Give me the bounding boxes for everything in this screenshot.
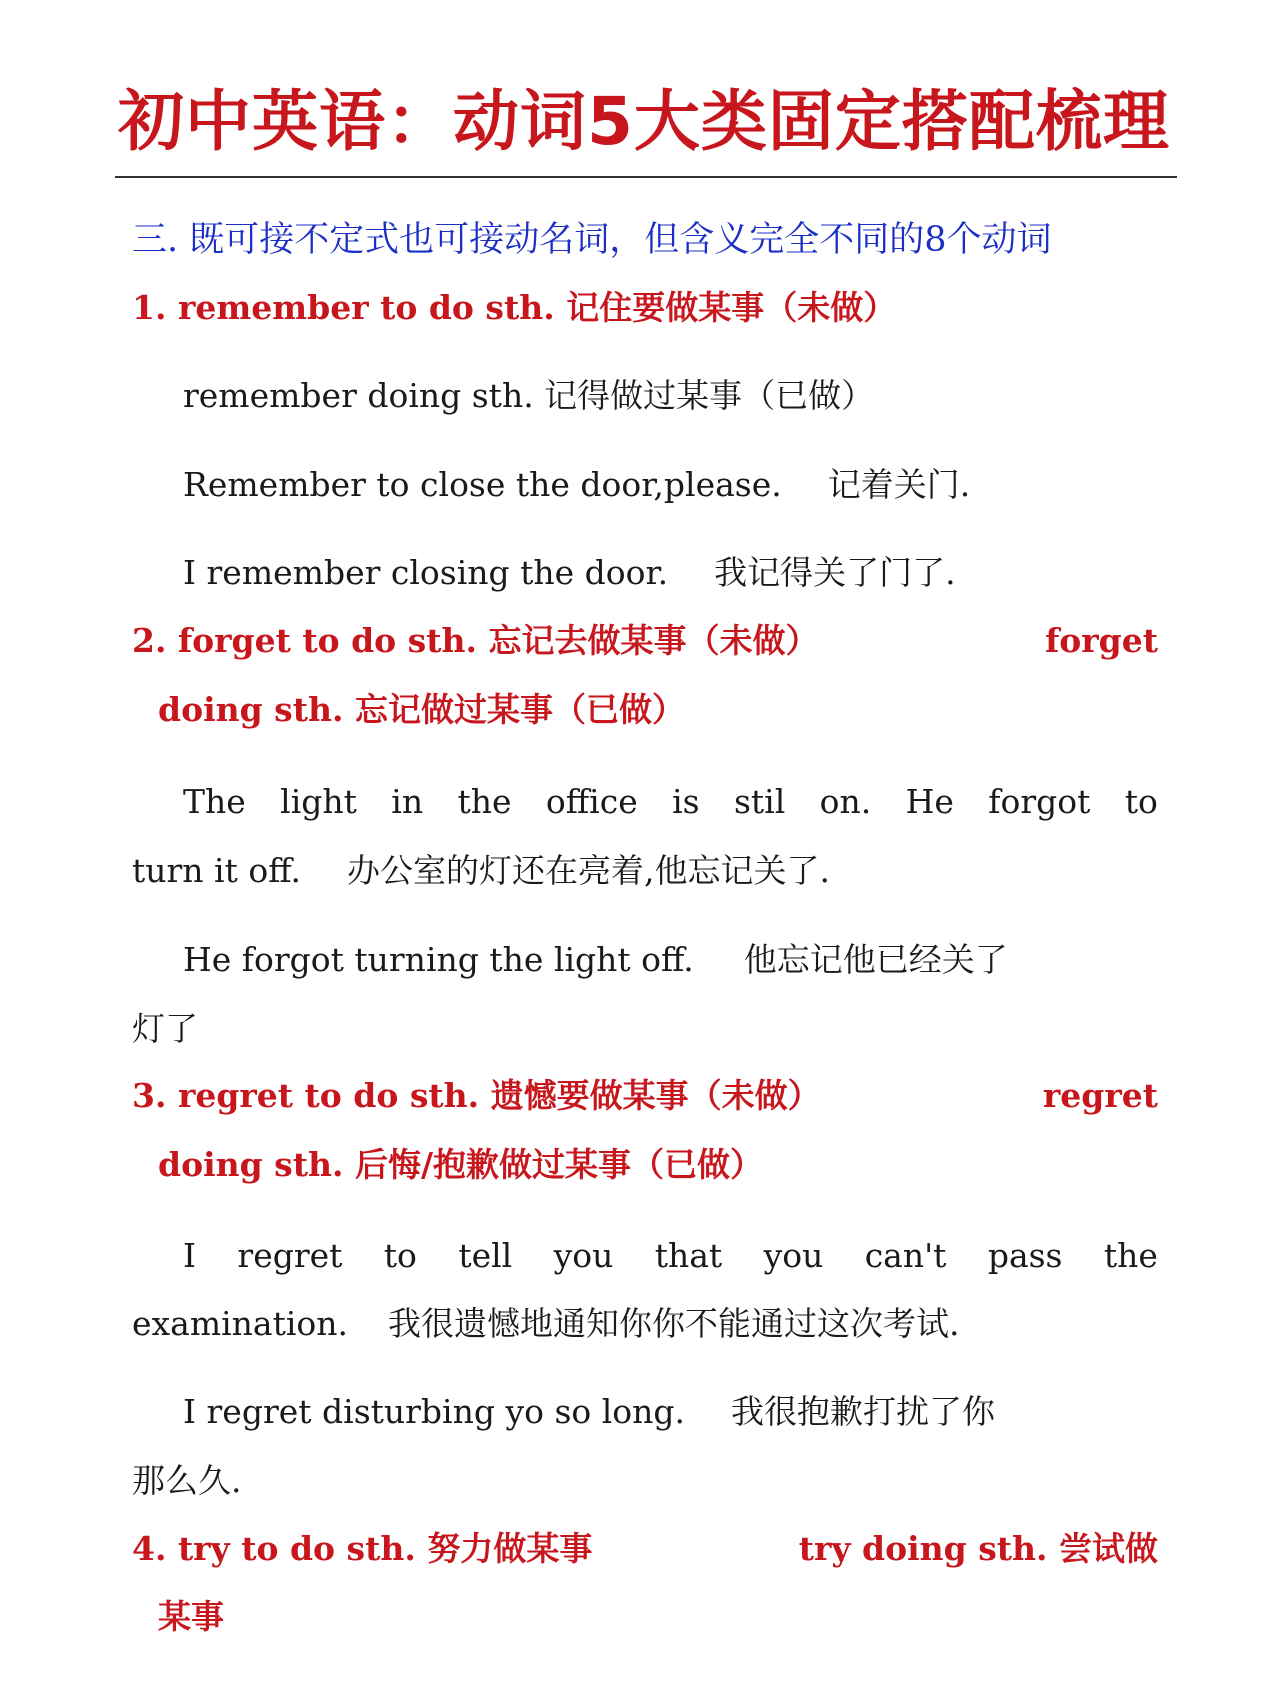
forget-example-2-cont: 灯了 [132, 1009, 198, 1048]
word: to [1124, 782, 1158, 821]
word: you [763, 1236, 824, 1275]
word: regret [237, 1236, 343, 1275]
try-heading-b: try doing sth. 尝试做 [798, 1529, 1158, 1568]
word: the [457, 782, 512, 821]
regret-heading [132, 1070, 1158, 1122]
example-english: examination. [132, 1304, 349, 1343]
word: forgot [988, 782, 1091, 821]
example-english: I regret disturbing yo so long. [183, 1392, 686, 1431]
example-chinese: 我很抱歉打扰了你 [731, 1392, 996, 1431]
remember-example-1 [183, 459, 1223, 511]
title-divider [115, 176, 1177, 178]
regret-heading-b: regret [1042, 1076, 1158, 1115]
regret-example-2 [183, 1386, 1223, 1438]
word: light [280, 782, 357, 821]
word: He [905, 782, 954, 821]
regret-example-1 [183, 1230, 1158, 1282]
forget-heading [132, 615, 1158, 667]
try-heading-a: 4. try to do sth. 努力做某事 [132, 1529, 593, 1568]
regret-example-1-cont [132, 1298, 1172, 1350]
word: pass [987, 1236, 1063, 1275]
forget-example-1-cont [132, 845, 1172, 897]
example-english: I remember closing the door. [183, 553, 669, 592]
example-chinese: 办公室的灯还在亮着,他忘记关了. [346, 851, 830, 890]
example-chinese: 记着关门. [827, 465, 971, 504]
word: is [672, 782, 700, 821]
word: to [383, 1236, 417, 1275]
word: The [183, 782, 246, 821]
word: office [545, 782, 638, 821]
forget-example-2 [183, 934, 1223, 986]
section-heading: 三. 既可接不定式也可接动名词，但含义完全不同的8个动词 [132, 220, 1052, 260]
example-chinese: 他忘记他已经关了 [743, 940, 1008, 979]
try-heading [132, 1523, 1158, 1575]
remember-doing-line: remember doing sth. 记得做过某事（已做） [183, 376, 875, 415]
word: I [183, 1236, 197, 1275]
example-english: turn it off. [132, 851, 301, 890]
word: you [553, 1236, 614, 1275]
word: on. [819, 782, 872, 821]
example-chinese: 我很遗憾地通知你你不能通过这次考试. [388, 1304, 960, 1343]
remember-heading: 1. remember to do sth. 记住要做某事（未做） [132, 288, 897, 327]
try-heading-cont: 某事 [158, 1597, 224, 1636]
forget-heading-cont: doing sth. 忘记做过某事（已做） [158, 690, 685, 729]
example-english: He forgot turning the light off. [183, 940, 694, 979]
word: the [1103, 1236, 1158, 1275]
word: stil [733, 782, 786, 821]
forget-heading-a: 2. forget to do sth. 忘记去做某事（未做） [132, 621, 819, 660]
example-chinese: 我记得关了门了. [714, 553, 956, 592]
example-english: Remember to close the door,please. [183, 465, 782, 504]
regret-heading-cont: doing sth. 后悔/抱歉做过某事（已做） [158, 1145, 764, 1184]
word: can't [864, 1236, 947, 1275]
remember-example-2 [183, 547, 1223, 599]
regret-example-2-cont: 那么久. [132, 1461, 242, 1500]
forget-heading-b: forget [1045, 621, 1158, 660]
word: that [654, 1236, 723, 1275]
word: in [391, 782, 424, 821]
word: tell [458, 1236, 513, 1275]
page-title: 初中英语：动词5大类固定搭配梳理 [118, 83, 1170, 160]
regret-heading-a: 3. regret to do sth. 遗憾要做某事（未做） [132, 1076, 821, 1115]
forget-example-1 [183, 776, 1158, 828]
